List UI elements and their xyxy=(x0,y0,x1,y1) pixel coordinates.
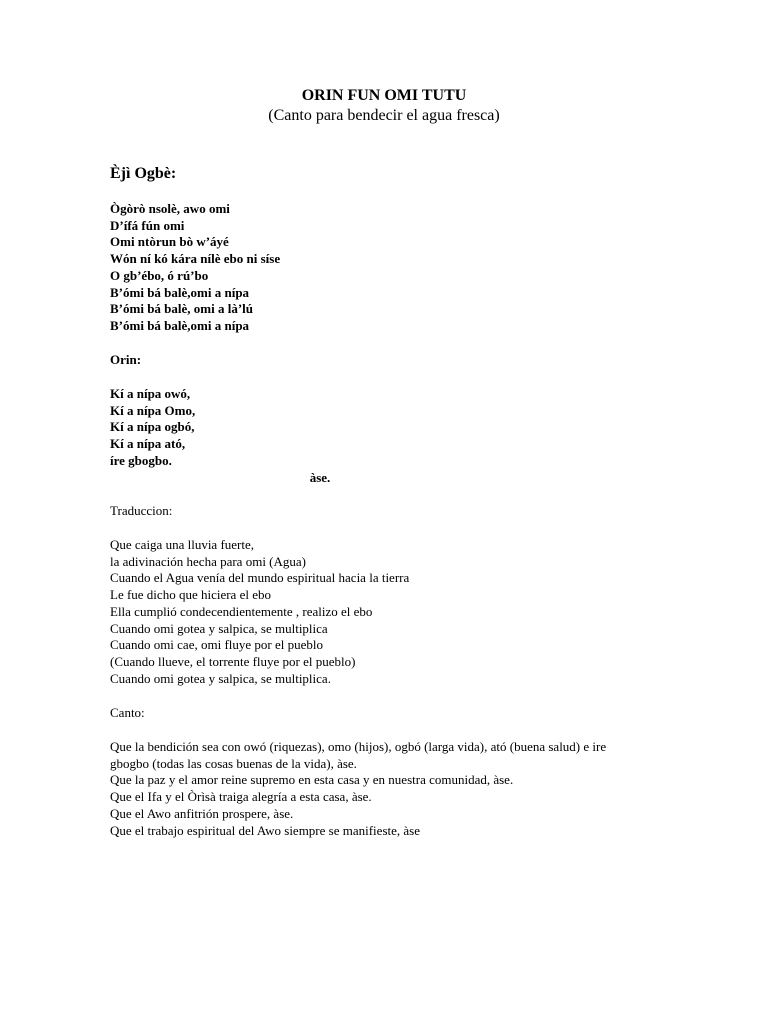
orin-verse-line: Kí a nípa ató, xyxy=(110,436,186,452)
odu-verse-line: B’ómi bá balè, omi a là’lú xyxy=(110,301,254,317)
odu-verse-line: Omi ntòrun bò w’áyé xyxy=(110,234,229,250)
traduccion-line: Cuando omi gotea y salpica, se multiplica xyxy=(110,620,328,636)
traduccion-line: Le fue dicho que hiciera el ebo xyxy=(110,587,271,603)
canto-lines xyxy=(110,739,645,839)
odu-verse-line: B’ómi bá balè,omi a nípa xyxy=(110,317,250,333)
traduccion-heading: Traduccion: xyxy=(110,503,173,518)
document-title: ORIN FUN OMI TUTU xyxy=(301,87,467,104)
canto-heading: Canto: xyxy=(110,705,145,720)
orin-verse-line: íre gbogbo. xyxy=(110,452,172,468)
orin-verse-line: Kí a nípa ogbó, xyxy=(110,419,195,435)
orin-verses xyxy=(110,386,650,470)
odu-verse-line: O gb’ébo, ó rú’bo xyxy=(110,267,209,283)
traduccion-line: Cuando omi cae, omi fluye por el pueblo xyxy=(110,637,324,653)
odu-verse-line: Wón ní kó kára nílè ebo ni síse xyxy=(110,251,281,267)
canto-line: Que la paz y el amor reine supremo en esta casa y en nuestra comunidad, àse. xyxy=(110,772,514,788)
ase-closing: àse. xyxy=(309,470,331,485)
traduccion-line: Cuando omi gotea y salpica, se multiplica. xyxy=(110,670,331,686)
odu-verse-line: Ògòrò nsolè, awo omi xyxy=(110,201,230,216)
odu-verse-line: B’ómi bá balè,omi a nípa xyxy=(110,284,250,300)
traduccion-line: (Cuando llueve, el torrente fluye por el pueblo) xyxy=(110,653,356,669)
orin-verse-line: Kí a nípa Omo, xyxy=(110,402,196,418)
traduccion-lines xyxy=(110,537,650,687)
traduccion-line: Ella cumplió condecendientemente , realizo el ebo xyxy=(110,603,373,619)
document-subtitle: (Canto para bendecir el agua fresca) xyxy=(268,107,500,124)
canto-line: Que la bendición sea con owó (riquezas), omo (hijos), ogbó (larga vida), ató (buena salud) e ire gbogbo (todas las cosas buenas de la vida), àse. xyxy=(110,739,607,771)
odu-heading: Èjì Ogbè: xyxy=(110,165,177,182)
orin-heading: Orin: xyxy=(110,352,142,367)
traduccion-line: Cuando el Agua venía del mundo espiritual hacia la tierra xyxy=(110,570,410,586)
canto-line: Que el trabajo espiritual del Awo siempre se manifieste, àse xyxy=(110,822,420,838)
odu-verses xyxy=(110,201,650,335)
canto-line: Que el Ifa y el Òrìsà traiga alegría a esta casa, àse. xyxy=(110,789,372,805)
odu-verse-line: D’ífá fún omi xyxy=(110,217,185,233)
canto-line: Que el Awo anfitrión prospere, àse. xyxy=(110,805,294,821)
traduccion-line: la adivinación hecha para omi (Agua) xyxy=(110,553,306,569)
traduccion-line: Que caiga una lluvia fuerte, xyxy=(110,537,255,552)
orin-verse-line: Kí a nípa owó, xyxy=(110,386,191,401)
